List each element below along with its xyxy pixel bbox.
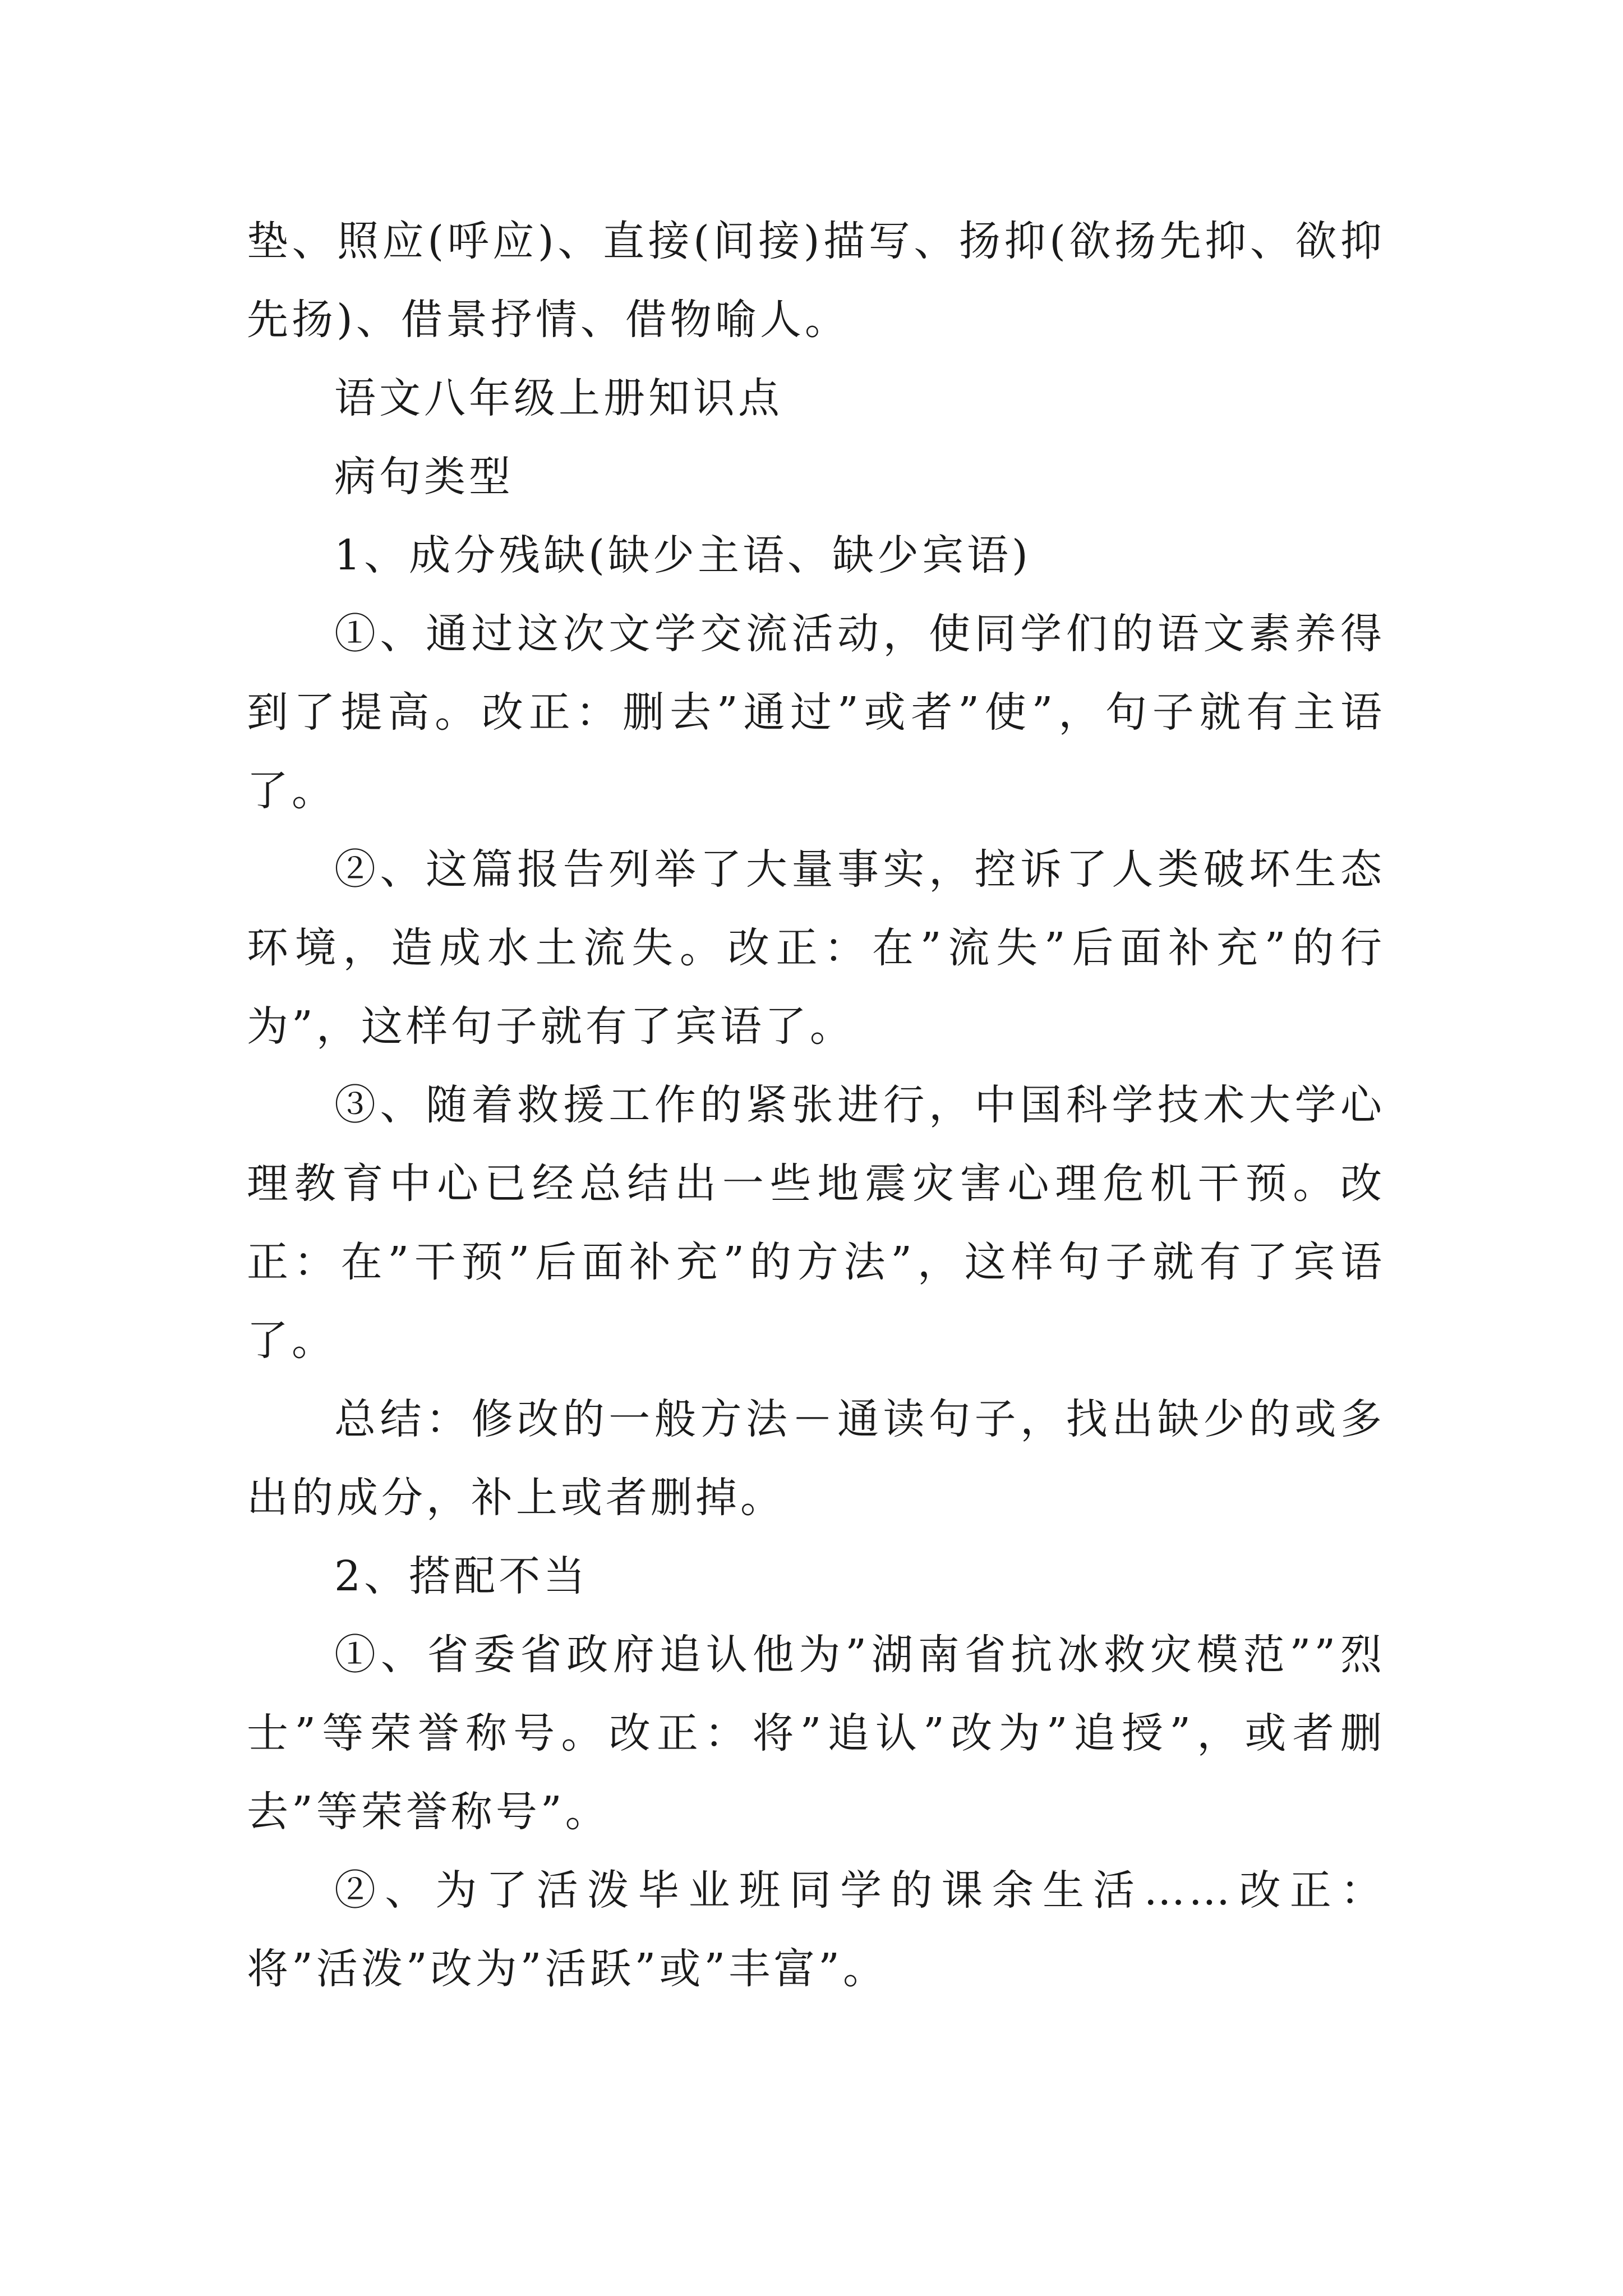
example-1-collocation: ①、省委省政府追认他为”湖南省抗冰救灾模范””烈士”等荣誉称号。改正：将”追认”改为”追授”，或者删去”等荣誉称号”。 — [247, 1631, 1385, 1836]
example-2-missing-object: ②、这篇报告列举了大量事实，控诉了人类破坏生态环境，造成水土流失。改正：在”流失”后面补充”的行为”，这样句子就有了宾语了。 — [247, 845, 1385, 1051]
example-2-collocation: ②、为了活泼毕业班同学的课余生活……改正：将”活泼”改为”活跃”或”丰富”。 — [247, 1866, 1385, 1993]
section-heading-grade8-knowledge: 语文八年级上册知识点 — [334, 374, 783, 422]
subheading-sentence-error-types: 病句类型 — [334, 453, 514, 501]
item-2-improper-collocation: 2、搭配不当 — [334, 1552, 589, 1600]
item-1-missing-components: 1、成分残缺(缺少主语、缺少宾语) — [334, 531, 1031, 579]
example-1-missing-subject: ①、通过这次文学交流活动，使同学们的语文素养得到了提高。改正：删去”通过”或者”使”，句子就有主语了。 — [247, 610, 1385, 815]
document-body — [247, 202, 1385, 2008]
paragraph-continued-techniques: 垫、照应(呼应)、直接(间接)描写、扬抑(欲扬先抑、欲抑先扬)、借景抒情、借物喻人。 — [247, 217, 1385, 344]
summary-correction-method: 总结：修改的一般方法－通读句子，找出缺少的或多出的成分，补上或者删掉。 — [247, 1395, 1385, 1522]
example-3-missing-object: ③、随着救援工作的紧张进行，中国科学技术大学心理教育中心已经总结出一些地震灾害心理危机干预。改正：在”干预”后面补充”的方法”，这样句子就有了宾语了。 — [247, 1081, 1385, 1365]
